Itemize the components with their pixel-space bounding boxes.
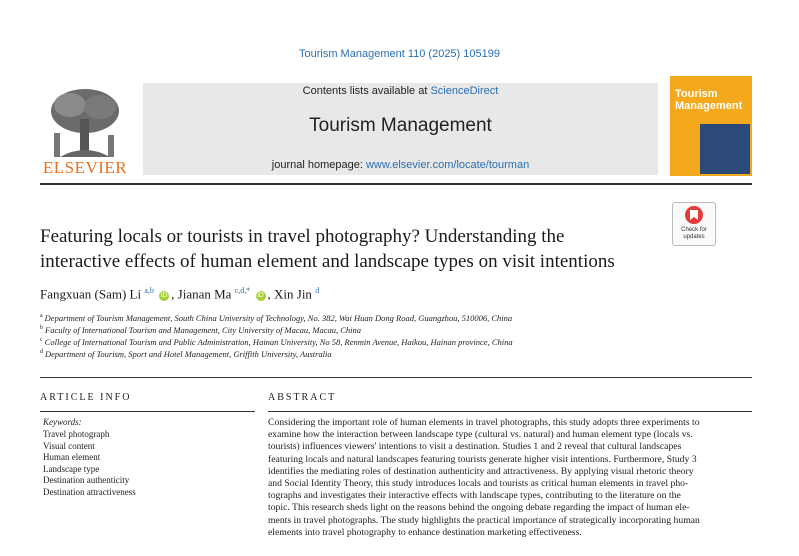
abstract-line: topic. This research sheds light on the reasons behind the ongoing debate regarding the impact of human ele-: [268, 502, 690, 514]
affiliation-text: Department of Tourism Management, South China University of Technology, No. 382, Wai Huan Dong Road, Guangzhou, 510006, China: [44, 313, 513, 323]
author-name[interactable]: Xin Jin: [274, 286, 312, 302]
keyword: Landscape type: [43, 463, 100, 474]
check-for-updates-label: Check for updates: [681, 227, 707, 240]
contents-line: [143, 85, 658, 97]
homepage-link[interactable]: www.elsevier.com/locate/tourman: [365, 159, 530, 171]
author-separator: ,: [171, 286, 178, 302]
publisher-wordmark[interactable]: ELSEVIER: [42, 158, 128, 177]
author-name[interactable]: Jianan Ma: [177, 286, 232, 302]
article-title-line1: Featuring locals or tourists in travel photography? Understanding the: [40, 226, 565, 247]
author-affiliation-marks[interactable]: c,d,*: [234, 286, 251, 295]
affiliation-text: Faculty of International Tourism and Management, City University of Macau, Macau, China: [45, 325, 362, 335]
affiliation: [40, 313, 512, 323]
affiliation: [40, 325, 361, 335]
article-title-line2: interactive effects of human element and landscape types on visit intentions: [40, 251, 615, 272]
abstract-line: featuring locals and natural landscapes featuring tourists generate higher visit intentions. Furthermore, Study 3: [268, 453, 697, 465]
abstract-line: tourists) influences viewers' intentions to visit a destination. Studies 1 and 2 reveal that cultural landscapes: [268, 441, 682, 453]
check-for-updates-badge[interactable]: [672, 202, 716, 246]
keyword: Destination authenticity: [43, 475, 130, 485]
abstract-line: elements into travel photography to enhance destination marketing effectiveness.: [268, 526, 582, 538]
affiliation-key: d: [40, 349, 43, 356]
abstract-body: [268, 417, 750, 539]
journal-citation[interactable]: Tourism Management 110 (2025) 105199: [299, 48, 500, 60]
journal-cover[interactable]: [670, 76, 752, 176]
keyword: Destination attractiveness: [43, 486, 136, 497]
abstract-line: Considering the important role of human elements in travel photographs, this study adopts three experiments to: [268, 417, 700, 428]
keyword: Travel photograph: [43, 429, 110, 439]
affiliation: [40, 349, 332, 359]
affiliation-text: College of International Tourism and Public Administration, Hainan University, No 58, Renmin Avenue, Haikou, Hainan province, China: [44, 337, 513, 347]
author-list: [40, 286, 319, 302]
author-affiliation-marks[interactable]: d: [315, 286, 320, 295]
cover-photo: [700, 124, 750, 174]
orcid-icon[interactable]: iD: [160, 292, 168, 300]
keyword-list: [43, 429, 136, 498]
homepage-prefix: journal homepage:: [271, 159, 366, 171]
bookmark-icon: [673, 203, 715, 227]
affiliation-text: Department of Tourism, Sport and Hotel Management, Griffith University, Australia: [45, 349, 332, 359]
article-title: [40, 224, 660, 274]
orcid-icon[interactable]: iD: [257, 292, 264, 300]
homepage-line: [143, 159, 658, 171]
author-affiliation-marks[interactable]: a,b: [144, 286, 154, 295]
cover-title-line1: Tourism: [675, 88, 718, 100]
abstract-divider: [268, 411, 752, 412]
affiliation-key: a: [40, 313, 43, 320]
sciencedirect-link[interactable]: ScienceDirect: [430, 85, 499, 97]
abstract-line: identifies the mediating roles of destination authenticity and attractiveness. By applying visual rhetoric theory: [268, 465, 694, 477]
keywords-label: Keywords:: [43, 417, 82, 427]
abstract-line: ments in travel photographs. The study highlights the practical importance of strategically incorporating human: [268, 514, 700, 526]
article-info-heading: ARTICLE INFO: [40, 392, 132, 403]
keyword: Human element: [43, 452, 101, 462]
contents-prefix: Contents lists available at: [302, 85, 431, 97]
author-name[interactable]: Fangxuan (Sam) Li: [40, 286, 142, 302]
header-divider: [40, 183, 752, 185]
abstract-heading: ABSTRACT: [268, 392, 337, 403]
keyword: Visual content: [43, 440, 95, 451]
abstract-line: tographs and investigates their interactive effects with landscape types, contributing to the literature on the: [268, 490, 681, 502]
abstract-line: examine how the interaction between landscape type (cultural vs. natural) and human element type (locals vs.: [268, 429, 693, 441]
affiliation-key: b: [40, 325, 43, 332]
cover-title-line2: Management: [675, 100, 743, 112]
author-separator: ,: [267, 286, 275, 302]
journal-title[interactable]: Tourism Management: [309, 115, 492, 136]
abstract-line: and Social Identity Theory, this study introduces locals and tourists as critical human elements in travel pho-: [268, 478, 689, 490]
affiliation: [40, 337, 513, 347]
cover-title: [675, 88, 742, 112]
affiliation-key: c: [40, 337, 43, 344]
article-info-divider: [40, 411, 255, 412]
section-divider: [40, 377, 752, 378]
